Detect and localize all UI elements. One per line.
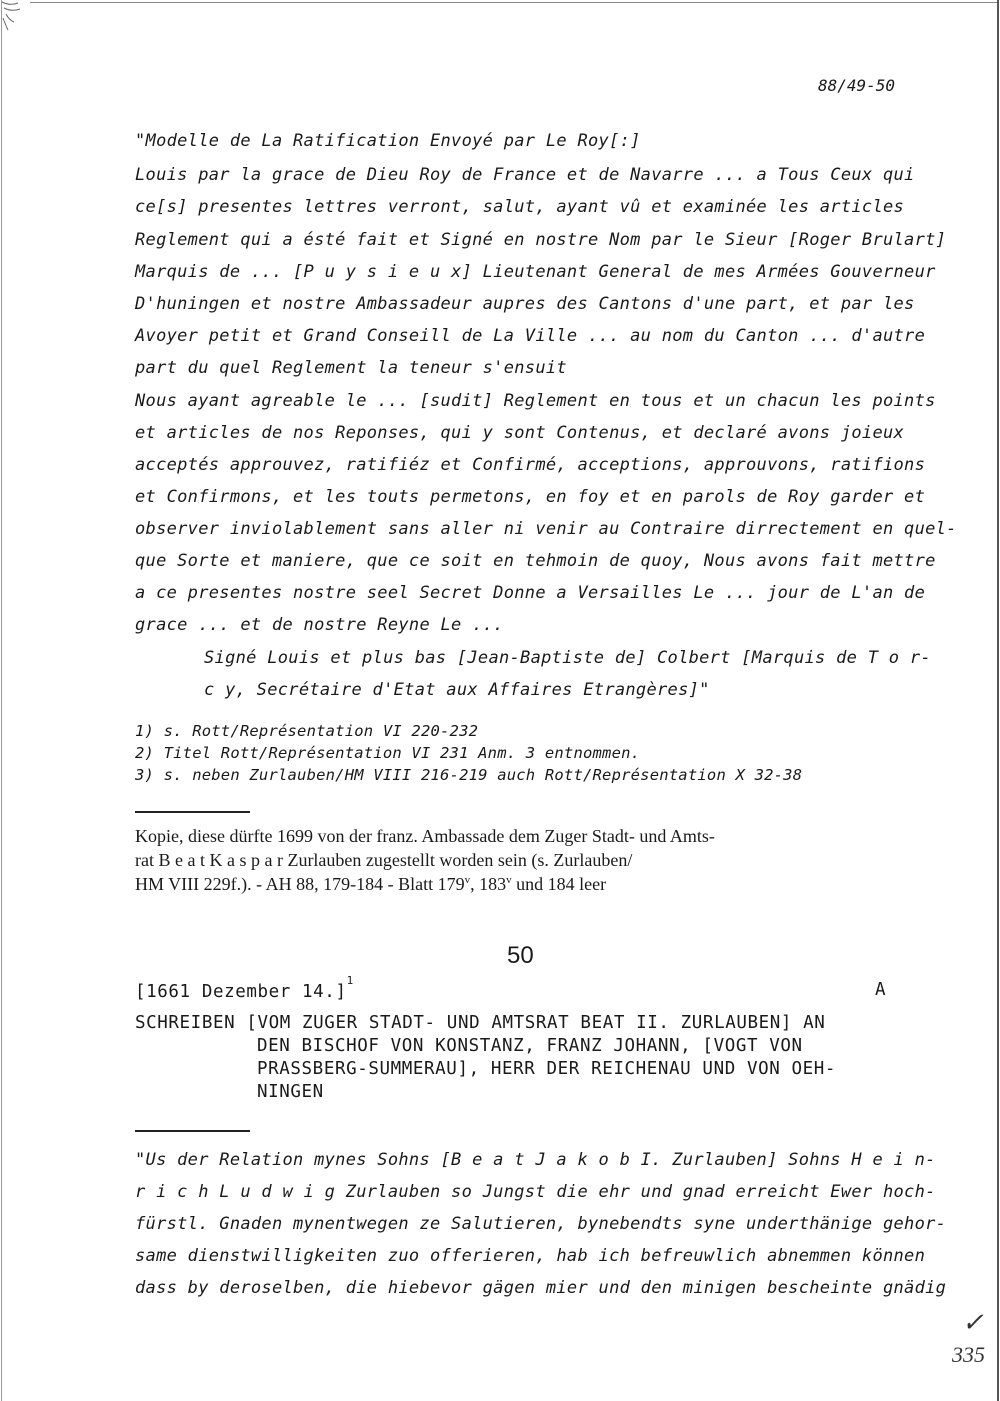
doc49-line: et articles de nos Reponses, qui y sont Contenus, et declaré avons joieux <box>135 423 905 443</box>
doc49-line: et Confirmons, et les touts permetons, en foy et en parols de Roy garder et <box>135 487 926 507</box>
doc49-line: Avoyer petit et Grand Conseill de La Ville ... au nom du Canton ... d'autre <box>135 326 926 346</box>
footnote: 2) Titel Rott/Représentation VI 231 Anm. 3 entnommen. <box>135 744 641 762</box>
title-divider <box>135 1130 250 1132</box>
footnote-divider <box>135 811 250 813</box>
doc50-line: "Us der Relation mynes Sohns [B e a t J a k o b I. Zurlauben] Sohns H e i n- <box>135 1150 936 1170</box>
doc49-line: grace ... et de nostre Reyne Le ... <box>135 615 504 635</box>
footnote: 1) s. Rott/Représentation VI 220-232 <box>135 722 479 740</box>
scan-smudge-icon <box>0 0 40 36</box>
page-left-edge <box>1 0 2 1401</box>
source-line <box>135 874 606 895</box>
doc49-line: D'huningen et nostre Ambassadeur aupres des Cantons d'une part, et par les <box>135 294 915 314</box>
doc49-line: "Modelle de La Ratification Envoyé par Le Roy[:] <box>135 131 641 151</box>
date-text: [1661 Dezember 14.] <box>135 981 347 1002</box>
doc50-line: fürstl. Gnaden mynentwegen ze Salutieren, bynebendts syne underthänige gehor- <box>135 1214 947 1234</box>
doc50-line: same dienstwilligkeiten zuo offerieren, hab ich befreuwlich abnemmen können <box>135 1246 926 1266</box>
doc49-line: Nous ayant agreable le ... [sudit] Reglement en tous et un chacun les points <box>135 391 936 411</box>
document-date <box>135 974 354 1002</box>
doc50-line: r i c h L u d w i g Zurlauben so Jungst die ehr und gnad erreicht Ewer hoch- <box>135 1182 936 1202</box>
doc49-line: a ce presentes nostre seel Secret Donne a Versailles Le ... jour de L'an de <box>135 583 926 603</box>
source-text: und 184 leer <box>511 874 607 894</box>
page-reference: 88/49-50 <box>818 76 896 95</box>
verso-mark: v <box>464 874 471 886</box>
title-line: DEN BISCHOF VON KONSTANZ, FRANZ JOHANN, [VOGT VON <box>257 1036 803 1056</box>
title-line: NINGEN <box>257 1082 324 1102</box>
footnote: 3) s. neben Zurlauben/HM VIII 216-219 auch Rott/Représentation X 32-38 <box>135 766 803 784</box>
page-right-edge <box>997 0 999 1401</box>
title-line: SCHREIBEN [VOM ZUGER STADT- UND AMTSRAT BEAT II. ZURLAUBEN] AN <box>135 1013 826 1033</box>
source-line: rat B e a t K a s p a r Zurlauben zugestellt worden sein (s. Zurlauben/ <box>135 850 633 870</box>
date-footnote-mark: 1 <box>346 974 354 987</box>
document-letter: A <box>875 980 887 1000</box>
signature-line: Signé Louis et plus bas [Jean-Baptiste de] Colbert [Marquis de T o r- <box>204 648 931 668</box>
doc49-line: acceptés approuvez, ratifiéz et Confirmé, acceptions, approuvons, ratifions <box>135 455 926 475</box>
source-line: Kopie, diese dürfte 1699 von der franz. Ambassade dem Zuger Stadt- und Amts- <box>135 826 715 846</box>
doc49-line: ce[s] presentes lettres verront, salut, ayant vû et examinée les articles <box>135 197 905 217</box>
handwritten-folio-number: 335 <box>952 1342 985 1367</box>
source-text: HM VIII 229f.). - AH 88, 179-184 - Blatt 179 <box>135 874 465 894</box>
source-text: , 183 <box>470 874 507 894</box>
title-line: PRASSBERG-SUMMERAU], HERR DER REICHENAU UND VON OEH- <box>257 1059 837 1079</box>
doc50-line: dass by deroselben, die hiebevor gägen mier und den minigen bescheinte gnädig <box>135 1278 947 1298</box>
document-number: 50 <box>507 942 534 969</box>
verso-mark: v <box>506 874 512 886</box>
doc49-line: Marquis de ... [P u y s i e u x] Lieutenant General de mes Armées Gouverneur <box>135 262 936 282</box>
doc49-line: que Sorte et maniere, que ce soit en tehmoin de quoy, Nous avons fait mettre <box>135 551 936 571</box>
doc49-line: Louis par la grace de Dieu Roy de France et de Navarre ... a Tous Ceux qui <box>135 165 915 185</box>
page-top-edge <box>30 2 998 3</box>
doc49-line: observer inviolablement sans aller ni venir au Contraire dirrectement en quel- <box>135 519 957 539</box>
doc49-line: Reglement qui a ésté fait et Signé en nostre Nom par le Sieur [Roger Brulart] <box>135 230 947 250</box>
signature-line: c y, Secrétaire d'Etat aux Affaires Etrangères]" <box>204 680 710 700</box>
doc49-line: part du quel Reglement la teneur s'ensuit <box>135 358 567 378</box>
check-mark: ✓ <box>962 1308 984 1337</box>
